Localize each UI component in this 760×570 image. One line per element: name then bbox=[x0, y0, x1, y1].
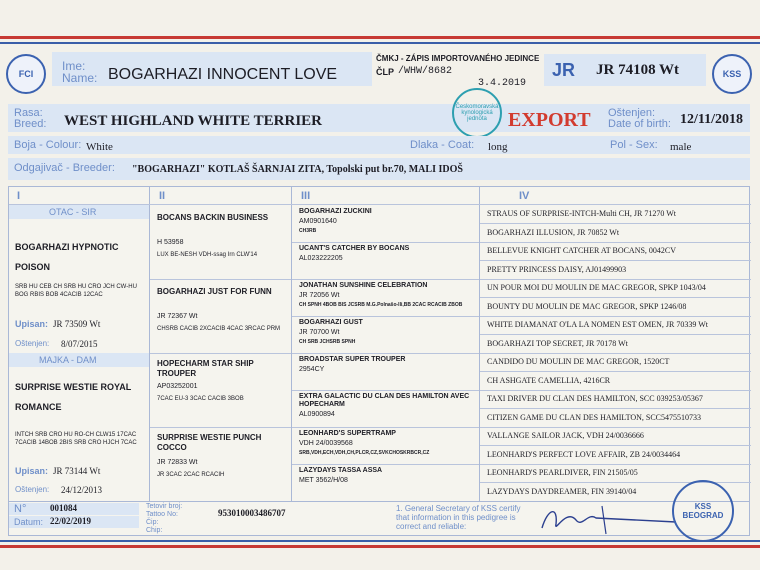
top-red-rule bbox=[0, 36, 760, 39]
col4-ancestor-11: TAXI DRIVER DU CLAN DES HAMILTON, SCC 039253/05367 bbox=[487, 394, 703, 403]
col4-divider-14 bbox=[480, 464, 751, 465]
sire-titles: SRB HU CEB CH SRB HU CRO JCH CW-HU BOG RBIS BOB 4CACIB 12CAC bbox=[15, 284, 137, 298]
col4-divider-12 bbox=[480, 427, 751, 428]
kss-round-stamp bbox=[672, 480, 734, 542]
col2-name-4: SURPRISE WESTIE PUNCH COCCO bbox=[157, 433, 262, 452]
col3-name-1: BOGARHAZI ZUCKINI bbox=[299, 208, 372, 215]
col3-name-4: BOGARHAZI GUST bbox=[299, 319, 363, 326]
dam-header: MAJKA - DAM bbox=[39, 355, 97, 365]
col4-divider-1 bbox=[480, 223, 751, 224]
col2-reg-2: JR 72367 Wt bbox=[157, 313, 198, 320]
col3-reg-2: AL023222205 bbox=[299, 255, 343, 262]
col3-name-6: EXTRA GALACTIC DU CLAN DES HAMILTON AVEC HOPECHARM bbox=[299, 393, 470, 408]
col2-name-3: HOPECHARM STAR SHIP TROUPER bbox=[157, 359, 254, 378]
clp-label: ČLP bbox=[376, 67, 394, 77]
col-divider-1 bbox=[149, 187, 150, 503]
col2-titles-3: 7CAC EU-3 3CAC CACIB 3BOB bbox=[157, 396, 244, 402]
bottom-blue-rule bbox=[0, 540, 760, 542]
coat-label: Dlaka - Coat: bbox=[410, 139, 475, 151]
tattoo-label: Tetovir broj: Tattoo No: Čip: Chip: bbox=[146, 503, 183, 534]
col4-divider-6 bbox=[480, 316, 751, 317]
top-blue-rule bbox=[0, 42, 760, 44]
chip-number: 953010003486707 bbox=[218, 508, 286, 518]
dam-reg-label: Upisan: bbox=[15, 466, 49, 476]
col2-name-1: BOCANS BACKIN BUSINESS bbox=[157, 213, 269, 222]
sex-label: Pol - Sex: bbox=[610, 139, 658, 151]
col3-titles-4: CH SRB JCHSRB SPNH bbox=[299, 339, 356, 345]
name-label: Ime: Name: bbox=[62, 59, 98, 85]
col4-divider-3 bbox=[480, 260, 751, 261]
coat-value: long bbox=[488, 141, 508, 153]
col3-name-8: LAZYDAYS TASSA ASSA bbox=[299, 467, 383, 474]
col2-divider-1 bbox=[150, 279, 291, 280]
col3-reg-5: 2954CY bbox=[299, 366, 325, 373]
col-header-3: III bbox=[301, 190, 311, 202]
certify-text: 1. General Secretary of KSS certify that information in this pedigree is correct and reliable: bbox=[396, 504, 521, 531]
date-label: Datum: bbox=[14, 517, 44, 527]
col4-ancestor-1: STRAUS OF SURPRISE-INTCH-Multi CH, JR 71270 Wt bbox=[487, 209, 676, 218]
jr-number: JR 74108 Wt bbox=[596, 62, 680, 78]
col3-name-7: LEONHARD'S SUPERTRAMP bbox=[299, 430, 396, 437]
col-divider-3 bbox=[479, 187, 480, 503]
col4-divider-7 bbox=[480, 334, 751, 335]
birth-date: 12/11/2018 bbox=[680, 112, 744, 127]
col3-reg-3: JR 72056 Wt bbox=[299, 292, 340, 299]
breeder-label: Odgajivač - Breeder: bbox=[14, 162, 115, 174]
pedigree-table bbox=[8, 186, 750, 502]
col4-ancestor-13: VALLANGE SAILOR JACK, VDH 24/0036666 bbox=[487, 431, 644, 440]
col3-name-2: UCANT'S CATCHER BY BOCANS bbox=[299, 245, 410, 252]
col3-reg-4: JR 70700 Wt bbox=[299, 329, 340, 336]
col3-divider-2 bbox=[292, 279, 479, 280]
col3-titles-7: SRB,VDH,ECH,VDH,CH,PLCR,CZ,SVKCHOSKRBCR,CZ bbox=[299, 450, 430, 456]
col3-titles-3: CH SPNH 4BOB BIS JCSRB M.G.Polnašo-Ili,BB 2CAC RCACIB ZBOB bbox=[299, 302, 463, 308]
col4-divider-10 bbox=[480, 390, 751, 391]
signature bbox=[536, 498, 686, 540]
col2-name-2: BOGARHAZI JUST FOR FUNN bbox=[157, 287, 272, 296]
col4-ancestor-6: BOUNTY DU MOULIN DE MAC GREGOR, SPKP 1246/08 bbox=[487, 301, 687, 311]
breed-value: WEST HIGHLAND WHITE TERRIER bbox=[64, 113, 322, 129]
col3-name-5: BROADSTAR SUPER TROUPER bbox=[299, 356, 406, 363]
breeder-value: "BOGARHAZI" KOTLAŠ ŠARNJAI ZITA, Topolski put br.70, MALI IDOŠ bbox=[132, 164, 463, 175]
jr-big-label: JR bbox=[552, 60, 576, 80]
col3-divider-1 bbox=[292, 242, 479, 243]
col4-divider-4 bbox=[480, 279, 751, 280]
col3-titles-1: CH3RB bbox=[299, 228, 317, 234]
col2-reg-3: AP03252001 bbox=[157, 383, 198, 390]
col2-titles-1: LUX BE-NESH VDH-ssag Irn CLW'14 bbox=[157, 252, 258, 258]
col2-reg-4: JR 72833 Wt bbox=[157, 459, 198, 466]
col4-divider-8 bbox=[480, 353, 751, 354]
col4-ancestor-8: BOGARHAZI TOP SECRET, JR 70178 Wt bbox=[487, 338, 628, 348]
clp-value: /WHW/8682 bbox=[398, 66, 453, 77]
dam-name: SURPRISE WESTIE ROYAL ROMANCE bbox=[15, 382, 132, 412]
sire-reg-label: Upisan: bbox=[15, 319, 49, 329]
dam-reg: JR 73144 Wt bbox=[53, 466, 101, 476]
col4-divider-9 bbox=[480, 371, 751, 372]
sire-born-label: Oštenjen: bbox=[15, 339, 50, 348]
fci-logo-text: FCI bbox=[18, 69, 34, 79]
col3-reg-6: AL0900894 bbox=[299, 411, 335, 418]
col3-name-3: JONATHAN SUNSHINE CELEBRATION bbox=[299, 282, 428, 289]
col4-ancestor-14: LEONHARD'S PERFECT LOVE AFFAIR, ZB 24/0034464 bbox=[487, 449, 681, 459]
col3-divider-4 bbox=[292, 353, 479, 354]
kss-logo-text: KSS bbox=[722, 69, 742, 79]
dam-born: 24/12/2013 bbox=[61, 485, 103, 495]
dam-born-label: Oštenjen: bbox=[15, 485, 50, 494]
kss-stamp-text: KSS BEOGRAD bbox=[682, 502, 724, 520]
col4-divider-13 bbox=[480, 445, 751, 446]
col2-titles-4: JR 3CAC 2CAC RCACIH bbox=[157, 472, 225, 478]
col2-titles-2: CHSRB CACIB 2XCACIB 4CAC 3RCAC PRM bbox=[157, 326, 281, 332]
export-stamp: EXPORT bbox=[508, 109, 591, 131]
cert-number: 001084 bbox=[50, 503, 77, 513]
col4-divider-5 bbox=[480, 297, 751, 298]
col-header-1: I bbox=[17, 190, 21, 202]
col2-reg-1: H 53958 bbox=[157, 239, 184, 246]
col3-reg-1: AM0901640 bbox=[299, 218, 337, 225]
col-header-4: IV bbox=[519, 190, 530, 202]
sex-value: male bbox=[670, 141, 692, 153]
col2-divider-3 bbox=[150, 427, 291, 428]
col4-ancestor-16: LAZYDAYS DAYDREAMER, FIN 39140/04 bbox=[487, 486, 637, 496]
col4-divider-2 bbox=[480, 242, 751, 243]
col4-ancestor-3: BELLEVUE KNIGHT CATCHER AT BOCANS, 0042CV bbox=[487, 246, 677, 255]
col4-ancestor-12: CITIZEN GAME DU CLAN DES HAMILTON, SCC5475510733 bbox=[487, 412, 702, 422]
col-divider-2 bbox=[291, 187, 292, 503]
czech-stamp-text: Českomoravská kynologická jednota bbox=[455, 104, 499, 122]
col4-ancestor-9: CANDIDO DU MOULIN DE MAC GREGOR, 1520CT bbox=[487, 357, 670, 366]
cert-date: 22/02/2019 bbox=[50, 516, 92, 526]
dog-name: BOGARHAZI INNOCENT LOVE bbox=[108, 66, 338, 83]
czech-round-stamp bbox=[452, 88, 502, 138]
col3-reg-8: MET 3562/H/08 bbox=[299, 477, 348, 484]
col4-ancestor-15: LEONHARD'S PEARLDIVER, FIN 21505/05 bbox=[487, 468, 638, 477]
col4-ancestor-5: UN POUR MOI DU MOULIN DE MAC GREGOR, SPKP 1043/04 bbox=[487, 283, 706, 292]
col3-divider-5 bbox=[292, 390, 479, 391]
kss-logo bbox=[712, 54, 752, 94]
col2-divider-2 bbox=[150, 353, 291, 354]
breed-label: Rasa: Breed: bbox=[14, 107, 47, 130]
sire-reg: JR 73509 Wt bbox=[53, 319, 101, 329]
registry-title: ČMKJ - ZÁPIS IMPORTOVANÉHO JEDINCE bbox=[376, 54, 540, 63]
bottom-red-rule bbox=[0, 545, 760, 548]
col4-ancestor-2: BOGARHAZI ILLUSION, JR 70852 Wt bbox=[487, 227, 620, 237]
sire-born: 8/07/2015 bbox=[61, 339, 98, 349]
col4-ancestor-7: WHITE DIAMANAT O'LA LA NOMEN EST OMEN, JR 70339 Wt bbox=[487, 320, 708, 329]
colour-value: White bbox=[86, 141, 113, 153]
col3-divider-7 bbox=[292, 464, 479, 465]
col4-divider-11 bbox=[480, 408, 751, 409]
fci-logo bbox=[6, 54, 46, 94]
sire-header: OTAC - SIR bbox=[49, 207, 97, 217]
col-header-2: II bbox=[159, 190, 166, 202]
birth-label: Oštenjen: Date of birth: bbox=[608, 107, 671, 130]
clp-date: 3.4.2019 bbox=[478, 78, 527, 89]
col4-ancestor-10: CH ASHGATE CAMELLIA, 4216CR bbox=[487, 375, 611, 385]
col3-reg-7: VDH 24/0039568 bbox=[299, 440, 353, 447]
col4-ancestor-4: PRETTY PRINCESS DAISY, AJ01499903 bbox=[487, 264, 627, 274]
col3-divider-3 bbox=[292, 316, 479, 317]
sire-name: BOGARHAZI HYPNOTIC POISON bbox=[15, 242, 119, 272]
col3-divider-6 bbox=[292, 427, 479, 428]
colour-label: Boja - Colour: bbox=[14, 139, 82, 151]
no-label: N° bbox=[14, 503, 27, 515]
dam-titles: INTCH SRB CRO HU RO-CH CLW15 17CAC 7CACIB 14BOB 2BIS SRB CRO HJCH 7CAC bbox=[15, 432, 137, 446]
